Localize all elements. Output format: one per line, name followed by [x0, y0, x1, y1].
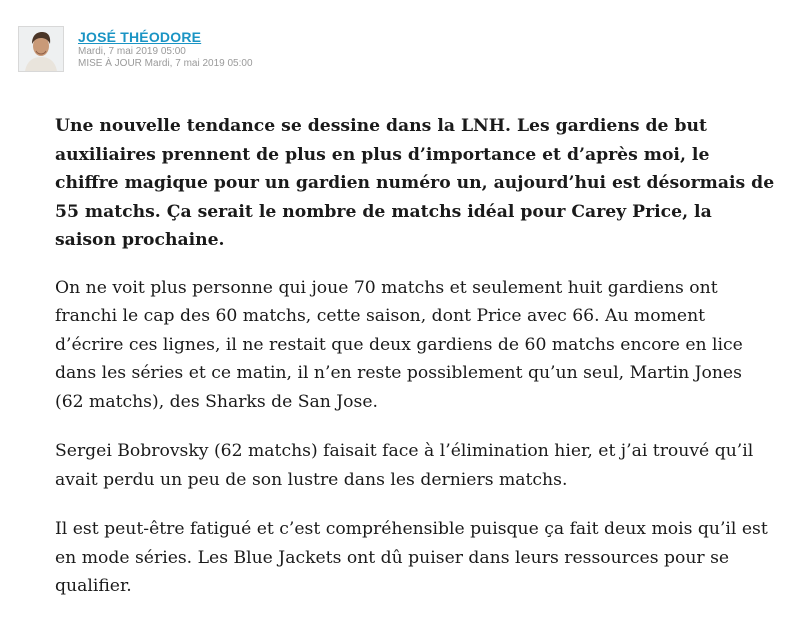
- author-name-link[interactable]: JOSÉ THÉODORE: [78, 29, 202, 45]
- author-photo-icon: [19, 27, 63, 71]
- author-avatar[interactable]: [18, 26, 64, 72]
- article-paragraph: Il est peut-être fatigué et c’est compréhensible puisque ça fait deux mois qu’il est en mode séries. Les Blue Jackets ont dû puiser dans leurs ressources pour se qualifier.: [55, 519, 768, 596]
- article-paragraph: On ne voit plus personne qui joue 70 matchs et seulement huit gardiens ont franchi le cap des 60 matchs, cette saison, dont Price avec 66. Au moment d’écrire ces lignes, il ne restait que deux gardiens de 60 matchs encore en lice dans les séries et ce matin, il n’en reste possiblement qu’un seul, Martin Jones (62 matchs), des Sharks de San Jose.: [55, 277, 743, 412]
- article-paragraph: Sergei Bobrovsky (62 matchs) faisait face à l’élimination hier, et j’ai trouvé qu’il avait perdu un peu de son lustre dans les derniers matchs.: [55, 441, 754, 490]
- article-lead-paragraph: Une nouvelle tendance se dessine dans la LNH. Les gardiens de but auxiliaires prennent de plus en plus d’importance et d’après moi, le chiffre magique pour un gardien numéro un, aujourd’hui est désormais de 55 matchs. Ça serait le nombre de matchs idéal pour Carey Price, la saison prochaine.: [55, 116, 775, 250]
- byline-meta: [78, 28, 253, 70]
- article-body: [55, 112, 775, 622]
- author-byline: [18, 26, 253, 72]
- published-date: Mardi, 7 mai 2019 05:00: [78, 46, 186, 57]
- updated-date: MISE À JOUR Mardi, 7 mai 2019 05:00: [78, 58, 253, 69]
